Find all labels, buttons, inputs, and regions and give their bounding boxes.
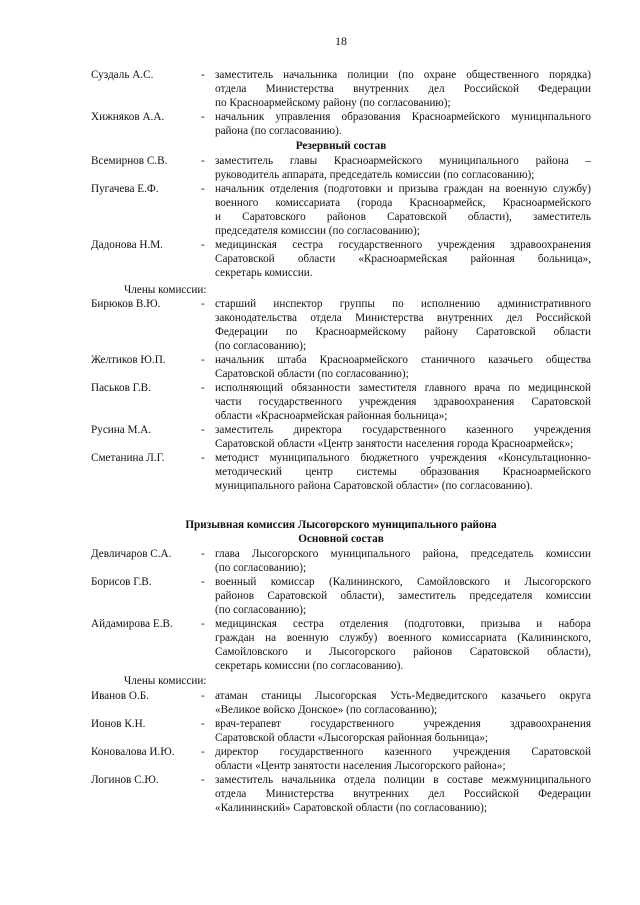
- role-line: района (по согласованию).: [215, 125, 342, 137]
- entry-dash: -: [201, 111, 205, 123]
- section2-members-list: [91, 689, 591, 815]
- person-name: Сметанина Л.Г.: [91, 452, 165, 464]
- role-line: заместитель начальника отдела полиции в составе межмуниципального: [215, 774, 591, 786]
- person-role: [215, 381, 591, 423]
- person-name: Русина М.А.: [91, 424, 152, 436]
- person-name: Паськов Г.В.: [91, 382, 151, 394]
- person-role: [215, 773, 591, 815]
- role-line: отдела Министерства внутренних дел Российской Федерации: [215, 83, 591, 95]
- section2-main-list: [91, 547, 591, 673]
- role-line: военного комиссариата (города Красноармейск, Красноармейского: [215, 197, 591, 209]
- person-entry: [91, 689, 591, 717]
- person-name: Айдамирова Е.В.: [91, 618, 173, 630]
- person-name: Суздаль А.С.: [91, 69, 154, 81]
- person-entry: [91, 238, 591, 280]
- role-line: секретарь комиссии.: [215, 267, 313, 279]
- person-role: [215, 182, 591, 238]
- person-name: Желтиков Ю.П.: [91, 354, 166, 366]
- entry-dash: -: [201, 576, 205, 588]
- role-line: по Красноармейскому району (по согласованию);: [215, 97, 451, 109]
- person-name: Пугачева Е.Ф.: [91, 183, 159, 195]
- person-role: [215, 68, 591, 110]
- person-entry: [91, 68, 591, 110]
- person-entry: [91, 575, 591, 617]
- role-line: начальник отделения (подготовки и призыва граждан на военную службу): [215, 183, 591, 195]
- entry-dash: -: [201, 69, 205, 81]
- person-entry: [91, 297, 591, 353]
- person-name: Дадонова Н.М.: [91, 239, 163, 251]
- role-line: начальник штаба Красноармейского станичного казачьего общества: [215, 354, 591, 366]
- person-name: Коновалова И.Ю.: [91, 746, 175, 758]
- role-line: председателя комиссии (по согласованию);: [215, 225, 420, 237]
- role-line: медицинская сестра государственного учреждения здравоохранения: [215, 239, 591, 251]
- role-line: Саратовской области «Красноармейская районная больница»,: [215, 253, 591, 265]
- person-entry: [91, 745, 591, 773]
- role-line: (по согласованию);: [215, 604, 307, 616]
- role-line: граждан на военную службу) военного комиссариата (Калининского,: [215, 632, 591, 644]
- role-line: (по согласованию);: [215, 562, 307, 574]
- role-line: части государственного учреждения здравоохранения Саратовской: [215, 396, 591, 408]
- person-role: [215, 110, 591, 138]
- role-line: заместитель директора государственного казенного учреждения: [215, 424, 591, 436]
- role-line: (по согласованию);: [215, 340, 307, 352]
- entry-dash: -: [201, 183, 205, 195]
- entry-dash: -: [201, 690, 205, 702]
- role-line: Саратовской области (по согласованию);: [215, 368, 409, 380]
- person-entry: [91, 547, 591, 575]
- members-label-1: Члены комиссии:: [124, 284, 207, 296]
- section1-members-list: [91, 297, 591, 493]
- section1-top-list: [91, 68, 591, 138]
- person-name: Борисов Г.В.: [91, 576, 152, 588]
- person-role: [215, 451, 591, 493]
- person-role: [215, 353, 591, 381]
- role-line: Саратовской области «Лысогорская районная больница»;: [215, 732, 489, 744]
- role-line: атаман станицы Лысогорская Усть-Медведитского казачьего округа: [215, 690, 591, 702]
- person-name: Девличаров С.А.: [91, 548, 172, 560]
- role-line: муниципального района Саратовской области» (по согласованию).: [215, 480, 533, 492]
- role-line: законодательства отдела Министерства внутренних дел Российской: [215, 312, 591, 324]
- role-line: «Великое войско Донское» (по согласованию);: [215, 704, 438, 716]
- role-line: отдела Министерства внутренних дел Российской Федерации: [215, 788, 591, 800]
- role-line: Самойловского и Лысогорского районов Саратовской области),: [215, 646, 591, 658]
- entry-dash: -: [201, 452, 205, 464]
- person-entry: [91, 182, 591, 238]
- person-name: Всемирнов С.В.: [91, 155, 168, 167]
- page-number: 18: [335, 34, 347, 48]
- role-line: методист муниципального бюджетного учреждения «Консультационно-: [215, 452, 591, 464]
- person-role: [215, 423, 591, 451]
- person-entry: [91, 154, 591, 182]
- role-line: области «Центр занятости населения Лысогорского района»;: [215, 760, 506, 772]
- person-entry: [91, 451, 591, 493]
- role-line: врач-терапевт государственного учреждения здравоохранения: [215, 718, 591, 730]
- person-role: [215, 238, 591, 280]
- role-line: директор государственного казенного учреждения Саратовской: [215, 746, 591, 758]
- person-entry: [91, 110, 591, 138]
- section1-reserve-list: [91, 154, 591, 280]
- person-role: [215, 745, 591, 773]
- person-name: Иванов О.Б.: [91, 690, 149, 702]
- role-line: медицинская сестра отделения (подготовки, призыва и набора: [215, 618, 591, 630]
- entry-dash: -: [201, 239, 205, 251]
- entry-dash: -: [201, 424, 205, 436]
- person-name: Бирюков В.Ю.: [91, 298, 161, 310]
- role-line: области «Красноармейская районная больница»;: [215, 410, 448, 422]
- person-role: [215, 689, 591, 717]
- entry-dash: -: [201, 298, 205, 310]
- person-name: Хижняков А.А.: [91, 111, 165, 123]
- person-role: [215, 154, 591, 182]
- role-line: и Саратовского районов Саратовской области), заместитель: [215, 211, 591, 223]
- entry-dash: -: [201, 746, 205, 758]
- person-entry: [91, 353, 591, 381]
- person-entry: [91, 381, 591, 423]
- role-line: исполняющий обязанности заместителя главного врача по медицинской: [215, 382, 591, 394]
- section2-title: Призывная комиссия Лысогорского муниципального района: [185, 519, 497, 531]
- entry-dash: -: [201, 548, 205, 560]
- person-role: [215, 575, 591, 617]
- person-role: [215, 297, 591, 353]
- role-line: заместитель начальника полиции (по охране общественного порядка): [215, 69, 591, 81]
- person-name: Ионов К.Н.: [91, 718, 146, 730]
- role-line: секретарь комиссии (по согласованию).: [215, 660, 404, 672]
- entry-dash: -: [201, 354, 205, 366]
- person-role: [215, 717, 591, 745]
- role-line: военный комиссар (Калининского, Самойловского и Лысогорского: [215, 576, 591, 588]
- members-label-2: Члены комиссии:: [124, 675, 207, 687]
- entry-dash: -: [201, 382, 205, 394]
- person-entry: [91, 617, 591, 673]
- person-entry: [91, 773, 591, 815]
- role-line: Федерации по Красноармейскому району Саратовской области: [215, 326, 591, 338]
- person-entry: [91, 717, 591, 745]
- role-line: глава Лысогорского муниципального района, председатель комиссии: [215, 548, 591, 560]
- main-heading: Основной состав: [298, 533, 384, 545]
- entry-dash: -: [201, 155, 205, 167]
- role-line: Саратовской области «Центр занятости населения города Красноармейск»;: [215, 438, 574, 450]
- person-role: [215, 547, 591, 575]
- entry-dash: -: [201, 618, 205, 630]
- entry-dash: -: [201, 774, 205, 786]
- role-line: районов Саратовской области), заместитель председателя комиссии: [215, 590, 591, 602]
- person-role: [215, 617, 591, 673]
- person-name: Логинов С.Ю.: [91, 774, 159, 786]
- person-entry: [91, 423, 591, 451]
- role-line: заместитель главы Красноармейского муниципального района –: [215, 155, 591, 167]
- role-line: начальник управления образования Красноармейского муниципального: [215, 111, 591, 123]
- role-line: «Калининский» Саратовской области (по согласованию);: [215, 802, 487, 814]
- role-line: старший инспектор группы по исполнению административного: [215, 298, 591, 310]
- role-line: руководитель аппарата, председатель комиссии (по согласованию);: [215, 169, 535, 181]
- entry-dash: -: [201, 718, 205, 730]
- reserve-heading: Резервный состав: [295, 140, 387, 152]
- role-line: методический центр системы образования Красноармейского: [215, 466, 591, 478]
